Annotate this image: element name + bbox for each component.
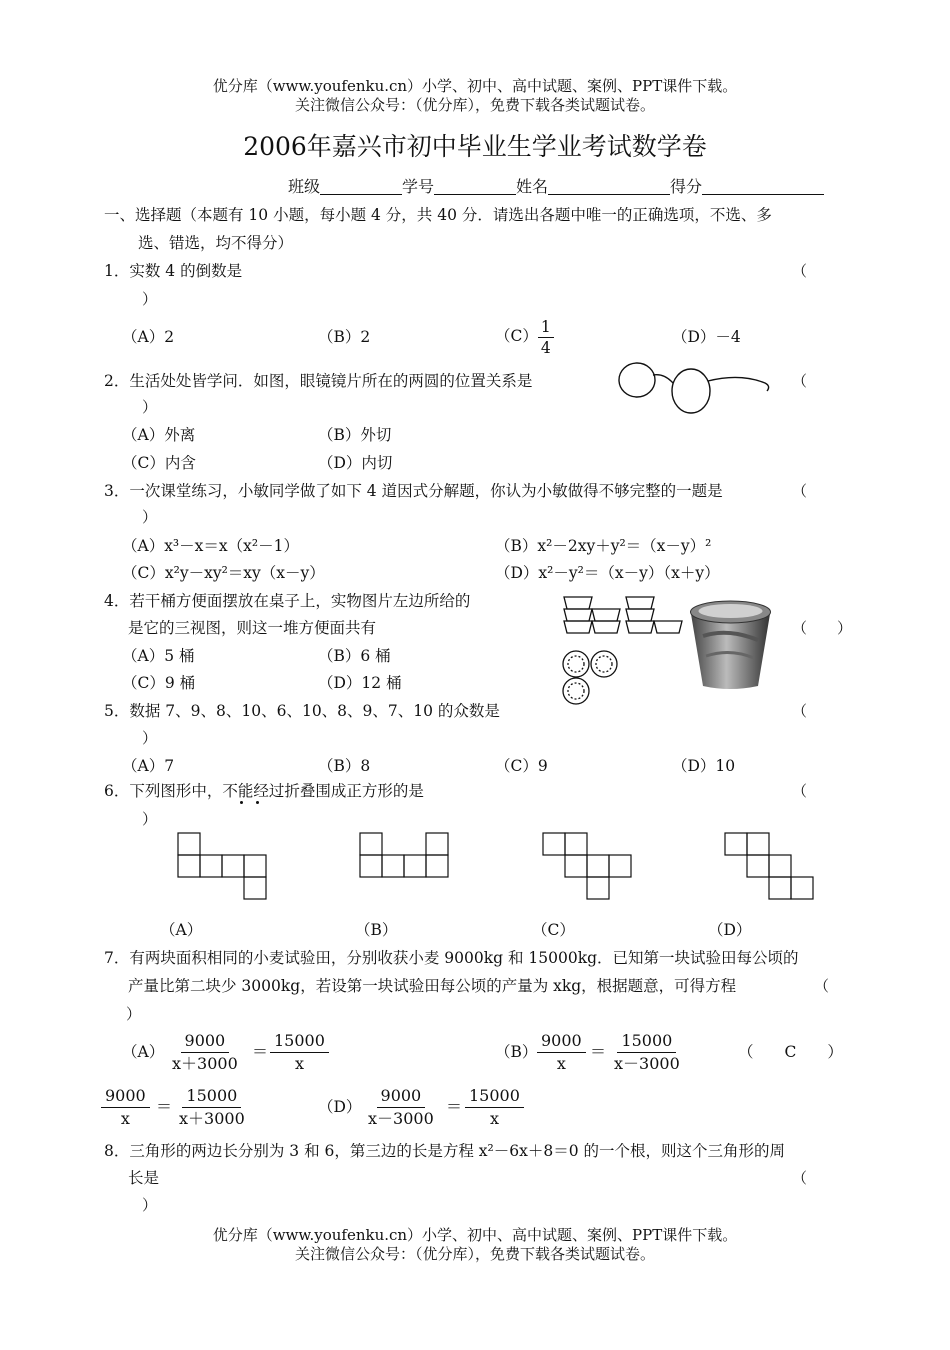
- fraction-denominator: 4: [540, 338, 551, 357]
- q3-option-d: （D）x²－y²＝（x－y）（x＋y）: [495, 564, 720, 582]
- q6-stem: 6．下列图形中，不能经过折叠围成正方形的是: [104, 782, 424, 800]
- id-label: 学号: [402, 177, 435, 196]
- q8-paren-close: ）: [142, 1196, 158, 1214]
- q5-paren-close: ）: [142, 729, 158, 747]
- header-line-1: 优分库（www.youfenku.cn）小学、初中、高中试题、案例、PPT课件下载。: [212, 77, 738, 95]
- net-figure-a: [175, 830, 270, 905]
- q6-option-c: （C）: [532, 921, 575, 939]
- footer-line-2: 关注微信公众号：（优分库），免费下载各类试题试卷。: [294, 1245, 655, 1263]
- q5-stem: 5．数据 7、9、8、10、6、10、8、9、7、10 的众数是: [104, 702, 500, 720]
- q4-option-b: （B）6 桶: [318, 647, 391, 665]
- score-blank[interactable]: [702, 178, 824, 195]
- q7-paren-close: ）: [126, 1005, 142, 1023]
- class-label: 班级: [288, 177, 321, 196]
- q2-paren-open: （: [792, 372, 808, 390]
- q1-stem: 1．实数 4 的倒数是: [104, 262, 243, 280]
- q6-option-a: （A）: [160, 921, 203, 939]
- q1-option-a: （A）2: [122, 328, 175, 346]
- q4-option-d: （D）12 桶: [318, 674, 402, 692]
- q2-paren-close: ）: [142, 398, 158, 416]
- q5-option-d: （D）10: [672, 757, 736, 775]
- name-label: 姓名: [516, 177, 549, 196]
- q8-paren-open: （: [792, 1169, 808, 1187]
- fraction-numerator: 9000: [181, 1030, 230, 1053]
- q1-option-c: [495, 316, 554, 358]
- class-blank[interactable]: [320, 178, 402, 195]
- q7-option-c-lhs: [101, 1085, 150, 1130]
- q7-option-b-lhs: [537, 1030, 586, 1075]
- q7-line-2: 产量比第二块少 3000kg，若设第一块试验田每公顷的产量为 xkg，根据题意，可得方程: [128, 977, 737, 995]
- q3-paren-open: （: [792, 482, 808, 500]
- q7-option-d-label: （D）: [318, 1098, 362, 1116]
- q3-option-c: （C）x²y－xy²＝xy（x－y）: [122, 564, 325, 582]
- fraction-denominator: x: [556, 1054, 566, 1073]
- q7-option-b-rhs: [610, 1030, 684, 1075]
- emphasis-dot: [240, 801, 243, 804]
- fraction-denominator: x－3000: [368, 1109, 434, 1128]
- q3-stem: 3．一次课堂练习，小敏同学做了如下 4 道因式分解题，你认为小敏做得不够完整的一题是: [104, 482, 723, 500]
- q7-option-a-lhs: [168, 1030, 242, 1075]
- q1-option-d: （D）－4: [672, 328, 741, 346]
- q3-paren-close: ）: [142, 508, 158, 526]
- q7-option-d-lhs: [364, 1085, 438, 1130]
- q7-option-b-equals: ＝: [590, 1042, 607, 1061]
- q7-option-d-rhs: [465, 1085, 524, 1130]
- q1-option-b: （B）2: [318, 328, 371, 346]
- q7-option-d-equals: ＝: [446, 1097, 463, 1116]
- q7-option-a-rhs: [270, 1030, 329, 1075]
- net-figure-c: [540, 830, 635, 905]
- q2-option-a: （A）外离: [122, 426, 196, 444]
- fraction-numerator: 15000: [270, 1030, 329, 1053]
- fraction-denominator: x: [294, 1054, 304, 1073]
- page-title: 2006年嘉兴市初中毕业生学业考试数学卷: [243, 132, 707, 161]
- fraction-denominator: x: [489, 1109, 499, 1128]
- fraction-denominator: x＋3000: [179, 1109, 245, 1128]
- name-blank[interactable]: [548, 178, 670, 195]
- fraction-numerator: 15000: [617, 1030, 676, 1053]
- glasses-figure: [615, 355, 775, 420]
- q6-option-b: （B）: [355, 921, 398, 939]
- q4-stem-2: 是它的三视图，则这一堆方便面共有: [128, 619, 377, 637]
- q3-option-a: （A）x³－x＝x（x²－1）: [122, 537, 299, 555]
- q1-paren-close: ）: [142, 290, 158, 308]
- q7-option-a-equals: ＝: [252, 1042, 269, 1061]
- footer-line-1: 优分库（www.youfenku.cn）小学、初中、高中试题、案例、PPT课件下载。: [212, 1226, 738, 1244]
- section-instructions-2: 选、错选，均不得分）: [138, 234, 294, 252]
- emphasis-dot: [256, 801, 259, 804]
- q2-option-c: （C）内含: [122, 454, 196, 472]
- q6-option-d: （D）: [708, 921, 752, 939]
- q5-option-b: （B）8: [318, 757, 371, 775]
- fraction-numerator: 9000: [537, 1030, 586, 1053]
- fraction-denominator: x＋3000: [172, 1054, 238, 1073]
- q7-option-c-marker: （ C ）: [738, 1043, 843, 1061]
- q4-option-c: （C）9 桶: [122, 674, 196, 692]
- fraction-numerator: 15000: [182, 1085, 241, 1108]
- q6-paren-open: （: [792, 782, 808, 800]
- q7-line-1: 7．有两块面积相同的小麦试验田，分别收获小麦 9000kg 和 15000kg．已知第一块试验田每公顷的: [104, 949, 799, 967]
- student-info: [288, 177, 824, 197]
- q8-line-1: 8．三角形的两边长分别为 3 和 6，第三边的长是方程 x²－6x＋8＝0 的一个根，则这个三角形的周: [104, 1142, 786, 1160]
- score-label: 得分: [670, 177, 703, 196]
- noodle-cup-photo: [688, 598, 773, 690]
- q1-paren-open: （: [792, 262, 808, 280]
- fraction-numerator: 1: [538, 317, 554, 338]
- q7-paren-open: （: [814, 977, 830, 995]
- header-line-2: 关注微信公众号：（优分库），免费下载各类试题试卷。: [294, 96, 655, 114]
- q6-paren-close: ）: [142, 810, 158, 828]
- q7-option-a-label: （A）: [122, 1043, 165, 1061]
- section-instructions-1: 一、选择题（本题有 10 小题，每小题 4 分，共 40 分．请选出各题中唯一的正确选项，不选、多: [104, 206, 772, 224]
- id-blank[interactable]: [434, 178, 516, 195]
- q4-answer-paren: （ ）: [792, 619, 853, 637]
- fraction-numerator: 9000: [377, 1085, 426, 1108]
- q3-option-b: （B）x²－2xy＋y²＝（x－y）²: [495, 537, 712, 555]
- q7-option-b-label: （B）: [495, 1043, 538, 1061]
- net-figure-b: [357, 830, 452, 885]
- q2-option-d: （D）内切: [318, 454, 393, 472]
- three-views-figure: [558, 592, 688, 707]
- fraction-denominator: x－3000: [614, 1054, 680, 1073]
- q2-option-b: （B）外切: [318, 426, 392, 444]
- q4-option-a: （A）5 桶: [122, 647, 195, 665]
- q7-option-c-rhs: [175, 1085, 249, 1130]
- q7-option-c-equals: ＝: [156, 1097, 173, 1116]
- fraction-numerator: 15000: [465, 1085, 524, 1108]
- q4-stem-1: 4．若干桶方便面摆放在桌子上，实物图片左边所给的: [104, 592, 471, 610]
- q5-paren-open: （: [792, 702, 808, 720]
- net-figure-d: [722, 830, 817, 905]
- q1-option-c-label: （C）: [495, 327, 538, 345]
- q5-option-c: （C）9: [495, 757, 548, 775]
- q8-line-2: 长是: [128, 1169, 160, 1187]
- q1-option-c-fraction: [538, 317, 554, 358]
- fraction-denominator: x: [120, 1109, 130, 1128]
- q2-stem: 2．生活处处皆学问．如图，眼镜镜片所在的两圆的位置关系是: [104, 372, 533, 390]
- q5-option-a: （A）7: [122, 757, 175, 775]
- fraction-numerator: 9000: [101, 1085, 150, 1108]
